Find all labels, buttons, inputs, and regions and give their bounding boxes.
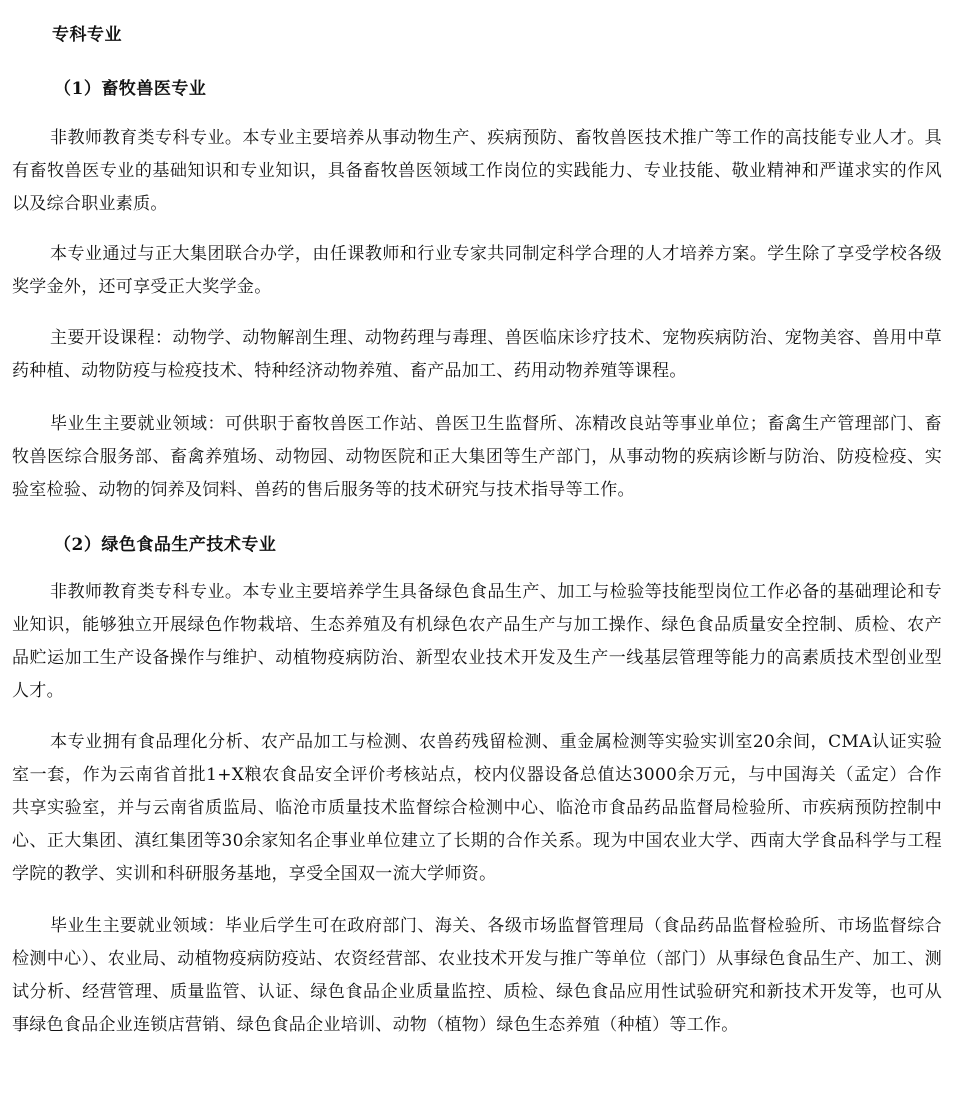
section-1-paragraph-3: 主要开设课程：动物学、动物解剖生理、动物药理与毒理、兽医临床诊疗技术、宠物疾病防治、宠物美容、兽用中草药种植、动物防疫与检疫技术、特种经济动物养殖、畜产品加工、药用动物养殖等课程。 [12,328,942,381]
section-2-paragraph-1: 非教师教育类专科专业。本专业主要培养学生具备绿色食品生产、加工与检验等技能型岗位工作必备的基础理论和专业知识，能够独立开展绿色作物栽培、生态养殖及有机绿色农产品生产与加工操作、绿色食品质量安全控制、质检、农产品贮运加工生产设备操作与维护、动植物疫病防治、新型农业技术开发及生产一线基层管理等能力的高素质技术型创业型人才。 [12,582,942,701]
section-heading-2: （2）绿色食品生产技术专业 [54,535,277,555]
section-1-paragraph-2: 本专业通过与正大集团联合办学，由任课教师和行业专家共同制定科学合理的人才培养方案。学生除了享受学校各级奖学金外，还可享受正大奖学金。 [12,244,942,297]
section-2-paragraph-2: 本专业拥有食品理化分析、农产品加工与检测、农兽药残留检测、重金属检测等实验实训室20余间，CMA认证实验室一套，作为云南省首批1+X粮农食品安全评价考核站点，校内仪器设备总值达3000余万元，与中国海关（孟定）合作共享实验室，并与云南省质监局、临沧市质量技术监督综合检测中心、临沧市食品药品监督局检验所、市疾病预防控制中心、正大集团、滇红集团等30余家知名企事业单位建立了长期的合作关系。现为中国农业大学、西南大学食品科学与工程学院的教学、实训和科研服务基地，享受全国双一流大学师资。 [12,732,942,884]
page-title: 专科专业 [52,25,122,45]
section-2-paragraph-3: 毕业生主要就业领域：毕业后学生可在政府部门、海关、各级市场监督管理局（食品药品监督检验所、市场监督综合检测中心）、农业局、动植物疫病防疫站、农资经营部、农业技术开发与推广等单位（部门）从事绿色食品生产、加工、测试分析、经营管理、质量监管、认证、绿色食品企业质量监控、质检、绿色食品应用性试验研究和新技术开发等，也可从事绿色食品企业连锁店营销、绿色食品企业培训、动物（植物）绿色生态养殖（种植）等工作。 [12,916,942,1035]
section-1-paragraph-1: 非教师教育类专科专业。本专业主要培养从事动物生产、疾病预防、畜牧兽医技术推广等工作的高技能专业人才。具有畜牧兽医专业的基础知识和专业知识，具备畜牧兽医领域工作岗位的实践能力、专业技能、敬业精神和严谨求实的作风以及综合职业素质。 [12,128,942,214]
section-1-paragraph-4: 毕业生主要就业领域：可供职于畜牧兽医工作站、兽医卫生监督所、冻精改良站等事业单位；畜禽生产管理部门、畜牧兽医综合服务部、畜禽养殖场、动物园、动物医院和正大集团等生产部门，从事动物的疾病诊断与防治、防疫检疫、实验室检验、动物的饲养及饲料、兽药的售后服务等的技术研究与技术指导等工作。 [12,414,942,500]
section-heading-1: （1）畜牧兽医专业 [54,79,207,99]
